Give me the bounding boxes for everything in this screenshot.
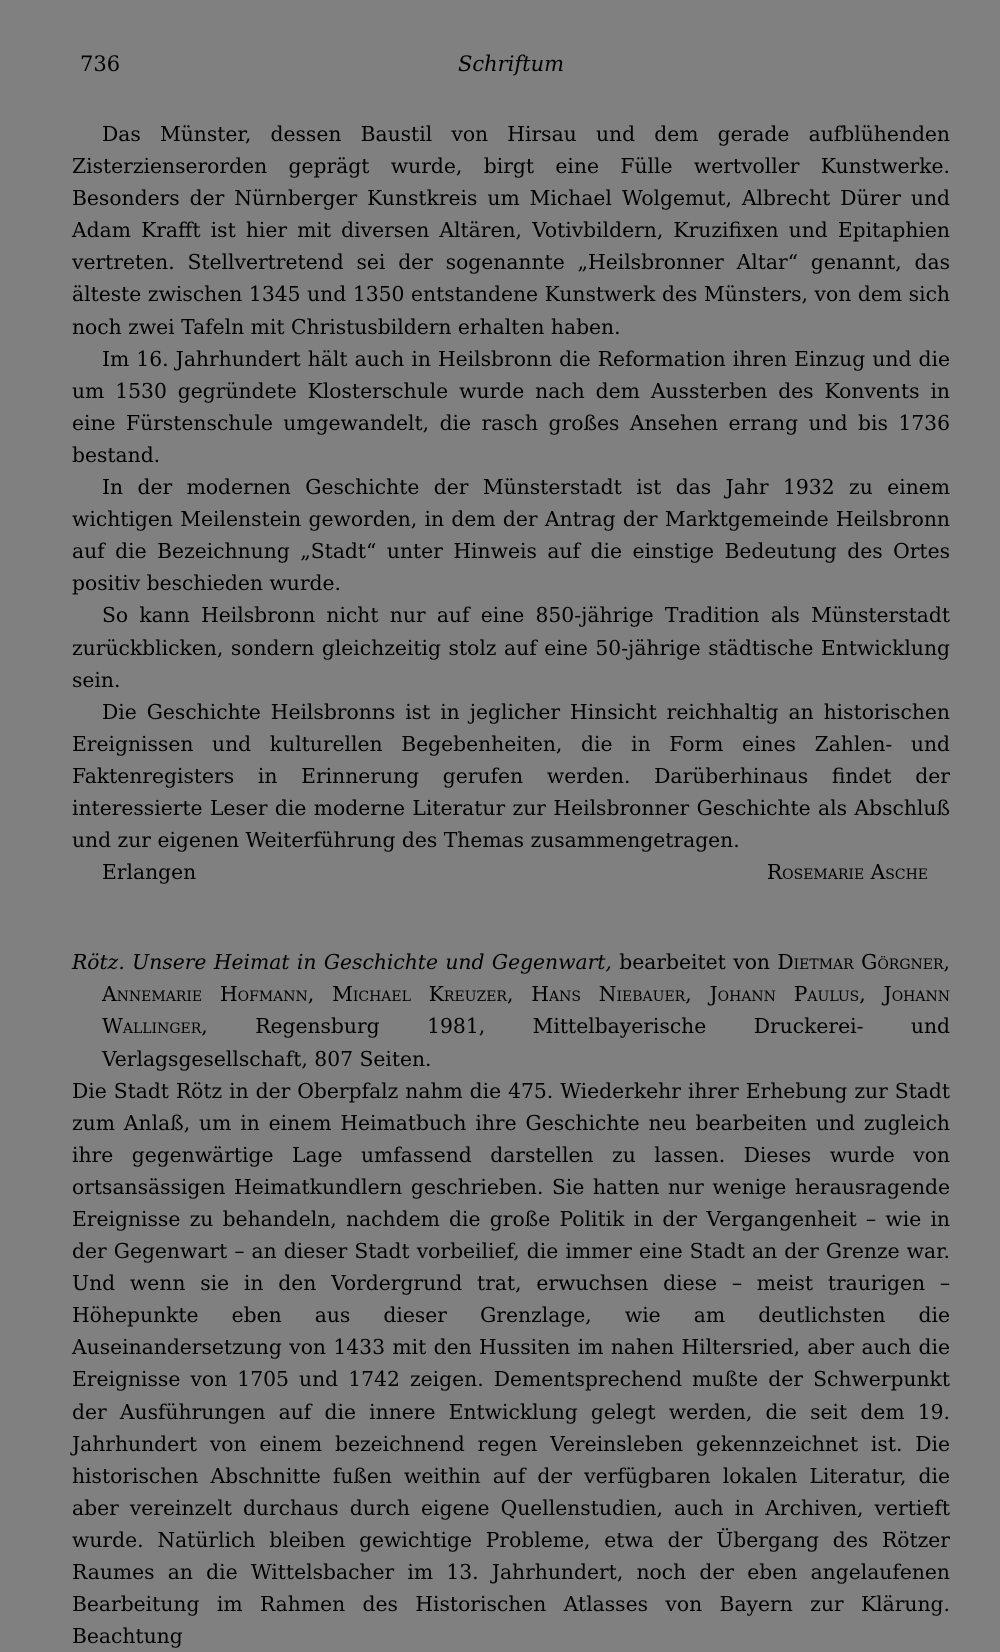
book-citation xyxy=(72,946,950,1074)
review-paragraph: In der modernen Geschichte der Münsterstadt ist das Jahr 1932 zu einem wichtigen Meilenstein geworden, in dem der Antrag der Marktgemeinde Heilsbronn auf die Bezeichnung „Stadt“ unter Hinweis auf die einstige Bedeutung des Ortes positiv beschieden wurde. xyxy=(72,475,950,596)
review-paragraph: Im 16. Jahrhundert hält auch in Heilsbronn die Reformation ihren Einzug und die um 1530 gegründete Klosterschule wurde nach dem Aussterben des Konvents in eine Fürstenschule umgewandelt, die rasch großes Ansehen errang und bis 1736 bestand. xyxy=(72,346,950,467)
reviewer-name: Rosemarie Asche xyxy=(766,860,928,885)
book-editors: Dietmar Görgner, Annemarie Hofmann, Michael Kreuzer, Hans Niebauer, Johann Paulus, Johann Wallinger xyxy=(102,950,950,1039)
review-heilsbronn xyxy=(72,118,950,888)
citation-publication: , Regensburg 1981, Mittelbayerische Druckerei- und Verlagsgesellschaft, 807 Seiten. xyxy=(102,1014,950,1071)
review-paragraph: Das Münster, dessen Baustil von Hirsau und dem gerade aufblühenden Zisterzienserorden geprägt wurde, birgt eine Fülle wertvoller Kunstwerke. Besonders der Nürnberger Kunstkreis um Michael Wolgemut, Albrecht Dürer und Adam Krafft ist hier mit diversen Altären, Votivbildern, Kruzifixen und Epitaphien vertreten. Stellvertretend sei der sogenannte „Heilsbronner Altar“ genannt, das älteste zwischen 1345 und 1350 entstandene Kunstwerk des Münsters, von dem sich noch zwei Tafeln mit Christusbildern erhalten haben. xyxy=(72,122,950,339)
running-head: Schriftum xyxy=(457,52,565,76)
review-paragraph: Die Geschichte Heilsbronns ist in jeglicher Hinsicht reichhaltig an historischen Ereignissen und kulturellen Begebenheiten, die in Form eines Zahlen- und Faktenregisters in Erinnerung gerufen werden. Darüberhinaus findet der interessierte Leser die moderne Literatur zur Heilsbronner Geschichte als Abschluß und zur eigenen Weiterführung des Themas zusammengetragen. xyxy=(72,699,950,853)
review-place: Erlangen xyxy=(102,860,197,885)
review-paragraph: So kann Heilsbronn nicht nur auf eine 850-jährige Tradition als Münsterstadt zurückblicken, sondern gleichzeitig stolz auf eine 50-jährige städtische Entwicklung sein. xyxy=(72,603,950,692)
page-number: 736 xyxy=(80,52,121,76)
citation-text: bearbeitet von xyxy=(611,950,778,975)
page-header xyxy=(72,46,950,82)
review-roetz xyxy=(72,946,950,1652)
review-paragraph: Die Stadt Rötz in der Oberpfalz nahm die 475. Wiederkehr ihrer Erhebung zur Stadt zum Anlaß, um in einem Heimatbuch ihre Geschichte neu bearbeiten und zugleich ihre gegenwärtige Lage umfassend darstellen zu lassen. Dieses wurde von ortsansässigen Heimatkundlern geschrieben. Sie hatten nur wenige herausragende Ereignisse zu behandeln, nachdem die große Politik in der Vergangenheit – wie in der Gegenwart – an dieser Stadt vorbeilief, die immer eine Stadt an der Grenze war. Und wenn sie in den Vordergrund trat, erwuchsen diese – meist traurigen – Höhepunkte eben aus dieser Grenzlage, wie am deutlichsten die Auseinandersetzung von 1433 mit den Hussiten im nahen Hiltersried, aber auch die Ereignisse von 1705 und 1742 zeigen. Dementsprechend mußte der Schwerpunkt der Ausführungen auf die innere Entwicklung gelegt werden, die seit dem 19. Jahrhundert von einem bezeichnend regen Vereinsleben gekennzeichnet ist. Die historischen Abschnitte fußen weithin auf der verfügbaren lokalen Literatur, die aber vereinzelt durchaus durch eigene Quellenstudien, auch in Archiven, vertieft wurde. Natürlich bleiben gewichtige Probleme, etwa der Übergang des Rötzer Raumes an die Wittelsbacher im 13. Jahrhundert, noch der eben angelaufenen Bearbeitung im Rahmen des Historischen Atlasses von Bayern zur Klärung. Beachtung xyxy=(72,1078,950,1649)
document-page xyxy=(72,46,950,1652)
book-title: Rötz. Unsere Heimat in Geschichte und Gegenwart, xyxy=(72,950,612,975)
review-signature xyxy=(72,856,950,888)
